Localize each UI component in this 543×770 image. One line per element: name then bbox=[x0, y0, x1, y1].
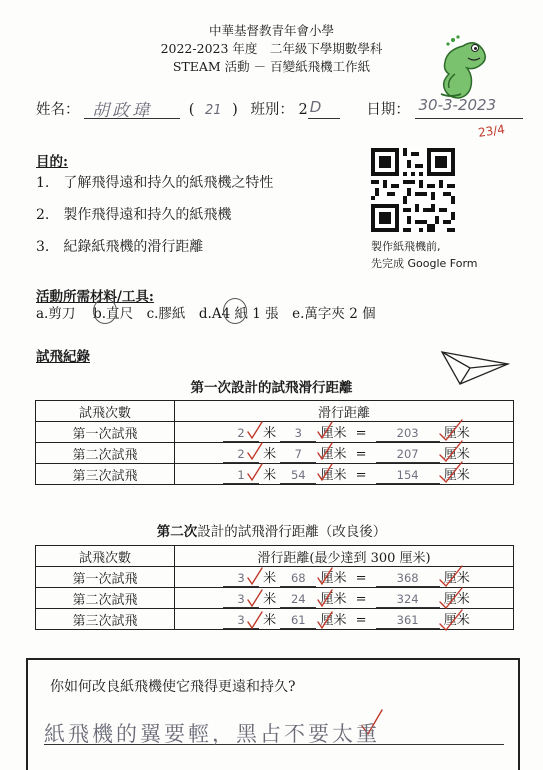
worksheet-title: STEAM 活動 － 百變紙飛機工作紙 bbox=[172, 59, 371, 74]
number-paren-open: ( bbox=[188, 102, 195, 118]
number-paren-close: ) bbox=[232, 102, 238, 118]
meter-unit: 米 bbox=[263, 613, 277, 628]
equals-sign: = bbox=[355, 468, 367, 483]
improvement-question-box bbox=[26, 658, 520, 770]
centimeter-unit: 厘米 bbox=[320, 613, 347, 628]
centimeter-value: 61 bbox=[290, 613, 306, 627]
class-number-value: 21 bbox=[205, 103, 222, 118]
total-value: 154 bbox=[396, 468, 419, 482]
total-value: 368 bbox=[396, 571, 419, 585]
table-header-cell: 滑行距離 bbox=[175, 401, 514, 422]
meter-unit: 米 bbox=[263, 447, 277, 462]
trial-label: 第二次試飛 bbox=[36, 443, 175, 464]
table-header-cell: 滑行距離(最少達到 300 厘米) bbox=[175, 546, 514, 567]
centimeter-value: 68 bbox=[290, 571, 306, 585]
date-value: 30-3-2023 bbox=[418, 96, 497, 114]
meter-value: 3 bbox=[237, 592, 245, 606]
name-label: 姓名： bbox=[36, 102, 80, 118]
meter-unit: 米 bbox=[263, 426, 277, 441]
centimeter-value: 7 bbox=[294, 447, 302, 461]
trial-label: 第一次試飛 bbox=[36, 567, 175, 588]
objective-item: 1. 了解飛得遠和持久的紙飛機之特性 bbox=[36, 175, 274, 191]
total-value: 361 bbox=[396, 613, 419, 627]
centimeter-unit: 厘米 bbox=[443, 592, 470, 607]
trial-label: 第三次試飛 bbox=[36, 464, 175, 485]
meter-value: 2 bbox=[237, 426, 245, 440]
centimeter-unit: 厘米 bbox=[320, 447, 347, 462]
equals-sign: = bbox=[355, 592, 367, 607]
equals-sign: = bbox=[355, 426, 367, 441]
trial-label: 第一次試飛 bbox=[36, 422, 175, 443]
centimeter-unit: 厘米 bbox=[320, 468, 347, 483]
meter-unit: 米 bbox=[263, 468, 277, 483]
meter-unit: 米 bbox=[263, 592, 277, 607]
answer-text: 紙飛機的翼要輕，黑占不要太重 bbox=[44, 722, 380, 746]
centimeter-value: 3 bbox=[294, 426, 302, 440]
date-label: 日期： bbox=[366, 102, 410, 118]
total-value: 324 bbox=[396, 592, 419, 606]
meter-value: 2 bbox=[237, 447, 245, 461]
table2-caption-bold: 第二次 bbox=[156, 524, 198, 540]
equals-sign: = bbox=[355, 613, 367, 628]
year-subject-line: 2022-2023 年度 二年級下學期數學科 bbox=[160, 41, 383, 56]
centimeter-value: 54 bbox=[290, 468, 306, 482]
total-value: 207 bbox=[396, 447, 419, 461]
table-header-cell: 試飛次數 bbox=[36, 546, 175, 567]
table1-caption: 第一次設計的試飛滑行距離 bbox=[190, 380, 353, 396]
class-value-printed: 2 bbox=[298, 102, 308, 118]
centimeter-unit: 厘米 bbox=[443, 426, 470, 441]
meter-value: 3 bbox=[237, 613, 245, 627]
objective-item: 3. 紀錄紙飛機的滑行距離 bbox=[36, 239, 204, 255]
class-label: 班別： bbox=[250, 102, 294, 118]
centimeter-unit: 厘米 bbox=[320, 426, 347, 441]
class-value-written: D bbox=[309, 98, 322, 116]
materials-title: 活動所需材料/工具: bbox=[36, 289, 154, 305]
centimeter-unit: 厘米 bbox=[443, 447, 470, 462]
centimeter-unit: 厘米 bbox=[443, 613, 470, 628]
equals-sign: = bbox=[355, 571, 367, 586]
qr-caption-line2: 先完成 Google Form bbox=[371, 257, 478, 270]
name-value: 胡政瑋 bbox=[92, 101, 153, 121]
centimeter-unit: 厘米 bbox=[320, 571, 347, 586]
meter-unit: 米 bbox=[263, 571, 277, 586]
materials-list: a.剪刀 b.直尺 c.膠紙 d.A4 紙 1 張 e.萬字夾 2 個 bbox=[36, 306, 376, 322]
centimeter-unit: 厘米 bbox=[320, 592, 347, 607]
total-value: 203 bbox=[396, 426, 419, 440]
objectives-title: 目的: bbox=[36, 154, 68, 170]
centimeter-value: 24 bbox=[290, 592, 306, 606]
qr-caption-line1: 製作紙飛機前, bbox=[371, 240, 441, 253]
trial-label: 第二次試飛 bbox=[36, 588, 175, 609]
trial-label: 第三次試飛 bbox=[36, 609, 175, 630]
equals-sign: = bbox=[355, 447, 367, 462]
answer-line[interactable] bbox=[44, 718, 504, 745]
centimeter-unit: 厘米 bbox=[443, 468, 470, 483]
table-header-cell: 試飛次數 bbox=[36, 401, 175, 422]
objective-item: 2. 製作飛得遠和持久的紙飛機 bbox=[36, 207, 232, 223]
meter-value: 1 bbox=[237, 468, 245, 482]
school-name: 中華基督教青年會小學 bbox=[208, 23, 334, 38]
grading-mark: 23/4 bbox=[477, 122, 506, 140]
table2-caption-rest: 設計的試飛滑行距離（改良後） bbox=[197, 524, 387, 540]
improvement-question: 你如何改良紙飛機使它飛得更遠和持久? bbox=[50, 679, 296, 695]
trial-record-title: 試飛紀錄 bbox=[36, 349, 90, 365]
centimeter-unit: 厘米 bbox=[443, 571, 470, 586]
meter-value: 3 bbox=[237, 571, 245, 585]
